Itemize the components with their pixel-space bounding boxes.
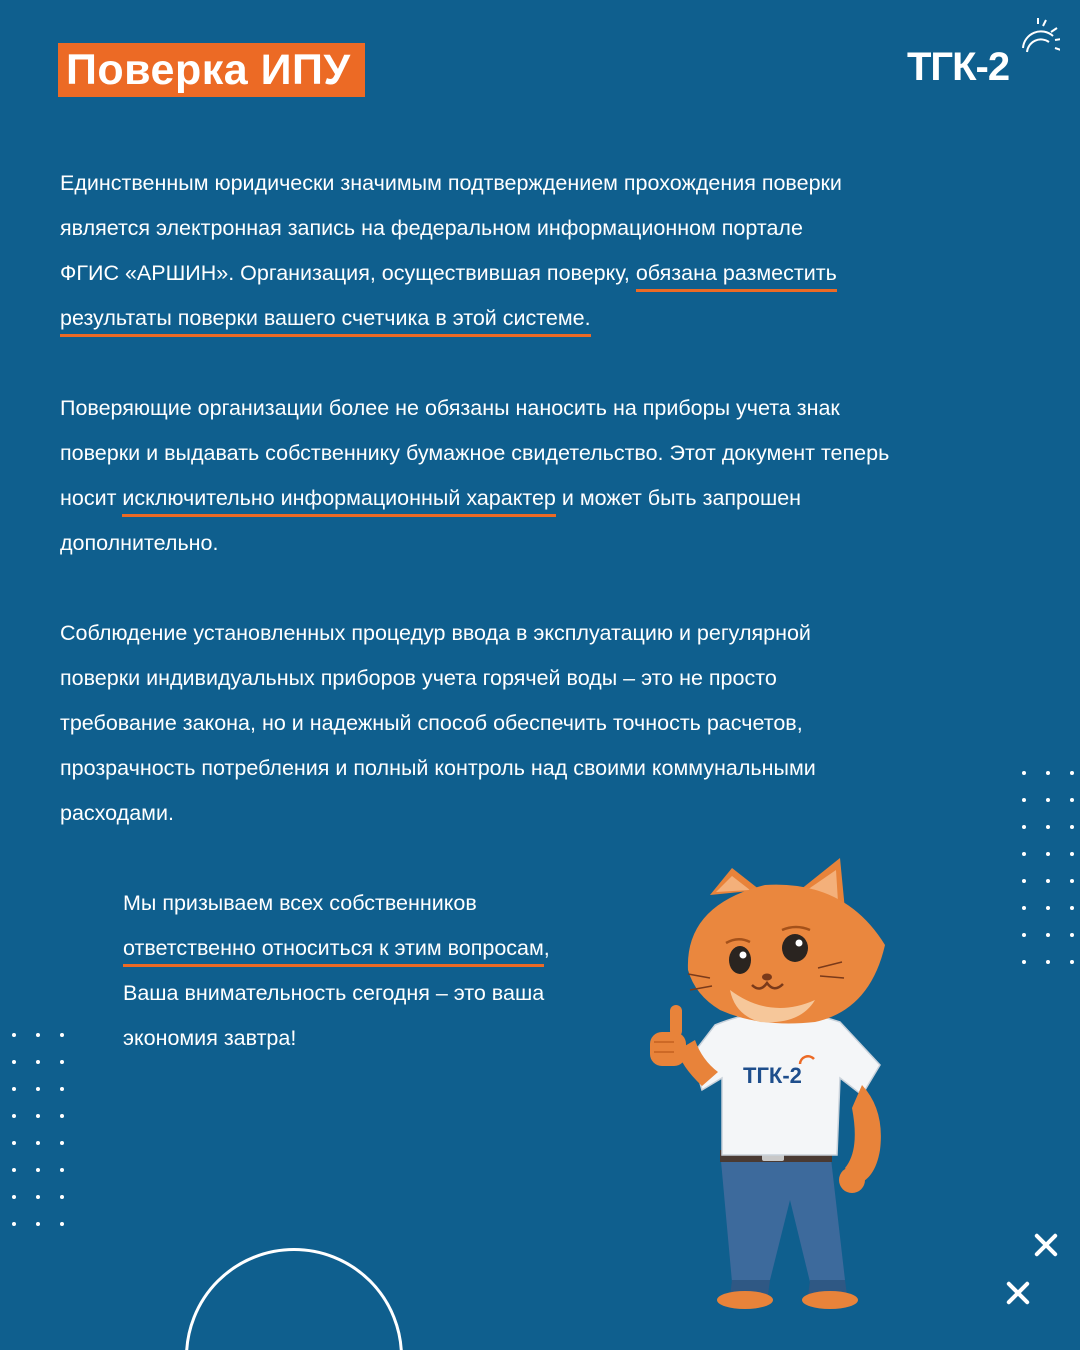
paragraph-line: прозрачность потребления и полный контроль над своими коммунальными	[60, 756, 816, 780]
line-text: ,	[543, 936, 550, 960]
decorative-dot	[1070, 825, 1074, 829]
decorative-dot	[1022, 771, 1026, 775]
decorative-dot	[1022, 960, 1026, 964]
highlighted-text: ответственно относиться к этим вопросам	[123, 936, 544, 967]
decorative-dot	[36, 1114, 40, 1118]
callout-line	[123, 926, 643, 971]
decorative-dot	[36, 1195, 40, 1199]
dot-grid-right	[1022, 771, 1074, 964]
decorative-dot	[60, 1195, 64, 1199]
line-text: носит	[60, 486, 123, 510]
decorative-dot	[36, 1222, 40, 1226]
decorative-dot	[1046, 933, 1050, 937]
decorative-dot	[1046, 960, 1050, 964]
paragraph-line: поверки и выдавать собственнику бумажное свидетельство. Этот документ теперь	[60, 441, 890, 465]
decorative-dot	[60, 1060, 64, 1064]
cross-icon	[1005, 1280, 1031, 1306]
paragraph-line: является электронная запись на федеральном информационном портале	[60, 216, 803, 240]
decorative-dot	[12, 1141, 16, 1145]
decorative-dot	[1070, 879, 1074, 883]
thumbs-up-icon	[650, 1005, 686, 1066]
paragraph-line	[60, 476, 1020, 521]
paragraph-line: Единственным юридически значимым подтверждением прохождения поверки	[60, 171, 842, 195]
paragraph-marks	[60, 386, 1020, 566]
decorative-dot	[1046, 906, 1050, 910]
decorative-dot	[36, 1033, 40, 1037]
dot-grid-left	[12, 1033, 64, 1226]
callout-line: экономия завтра!	[123, 1026, 297, 1050]
decorative-dot	[1070, 798, 1074, 802]
paragraph-arshin	[60, 161, 1020, 341]
page-title: Поверка ИПУ	[58, 43, 365, 97]
paragraph-line	[60, 251, 1020, 296]
paragraph-line: требование закона, но и надежный способ обеспечить точность расчетов,	[60, 711, 803, 735]
logo-text: ТГК-2	[907, 45, 1010, 88]
highlighted-text: обязана разместить	[636, 261, 837, 292]
decorative-dot	[12, 1087, 16, 1091]
decorative-dot	[60, 1033, 64, 1037]
shirt-logo-text: ТГК-2	[743, 1063, 802, 1088]
line-text: ФГИС «АРШИН». Организация, осуществившая поверку,	[60, 261, 636, 285]
decorative-dot	[60, 1114, 64, 1118]
decorative-dot	[36, 1087, 40, 1091]
decorative-dot	[12, 1222, 16, 1226]
paragraph-line	[60, 296, 1020, 341]
decorative-dot	[36, 1060, 40, 1064]
line-text: и может быть запрошен	[555, 486, 802, 510]
decorative-dot	[12, 1060, 16, 1064]
decorative-dot	[1070, 960, 1074, 964]
paragraph-line: Поверяющие организации более не обязаны наносить на приборы учета знак	[60, 396, 840, 420]
decorative-dot	[1046, 879, 1050, 883]
decorative-dot	[1046, 852, 1050, 856]
paragraph-line: поверки индивидуальных приборов учета горячей воды – это не просто	[60, 666, 777, 690]
decorative-dot	[1070, 771, 1074, 775]
callout-line: Мы призываем всех собственников	[123, 891, 477, 915]
decorative-dot	[1022, 852, 1026, 856]
cat-mascot	[640, 850, 910, 1310]
decorative-dot	[1022, 879, 1026, 883]
decorative-dot	[36, 1168, 40, 1172]
tgk2-logo	[905, 18, 1060, 88]
mascot-feet	[717, 1291, 858, 1309]
decorative-dot	[1022, 933, 1026, 937]
decorative-dot	[60, 1222, 64, 1226]
decorative-dot	[12, 1168, 16, 1172]
decorative-dot	[60, 1141, 64, 1145]
decorative-dot	[1070, 933, 1074, 937]
decorative-dot	[60, 1168, 64, 1172]
decorative-circle	[185, 1248, 403, 1350]
decorative-dot	[1022, 798, 1026, 802]
paragraph-line: расходами.	[60, 801, 174, 825]
paragraph-line: Соблюдение установленных процедур ввода в эксплуатацию и регулярной	[60, 621, 811, 645]
logo-sun-icon	[1023, 18, 1060, 52]
decorative-dot	[1070, 852, 1074, 856]
highlighted-text: результаты поверки вашего счетчика в этой системе.	[60, 306, 591, 337]
decorative-dot	[12, 1114, 16, 1118]
decorative-dot	[1046, 798, 1050, 802]
decorative-dot	[12, 1195, 16, 1199]
decorative-dot	[1046, 771, 1050, 775]
paragraph-compliance	[60, 611, 1020, 836]
highlighted-text: исключительно информационный характер	[122, 486, 555, 517]
decorative-dot	[60, 1087, 64, 1091]
paragraph-line: дополнительно.	[60, 531, 219, 555]
decorative-dot	[1022, 906, 1026, 910]
callout-text	[123, 881, 643, 1061]
mascot-shirt	[692, 1012, 880, 1155]
decorative-dot	[36, 1141, 40, 1145]
mascot-jeans	[720, 1150, 847, 1296]
callout-line: Ваша внимательность сегодня – это ваша	[123, 981, 545, 1005]
decorative-dot	[1022, 825, 1026, 829]
decorative-dot	[1046, 825, 1050, 829]
decorative-dot	[12, 1033, 16, 1037]
cross-icon	[1033, 1232, 1059, 1258]
decorative-dot	[1070, 906, 1074, 910]
